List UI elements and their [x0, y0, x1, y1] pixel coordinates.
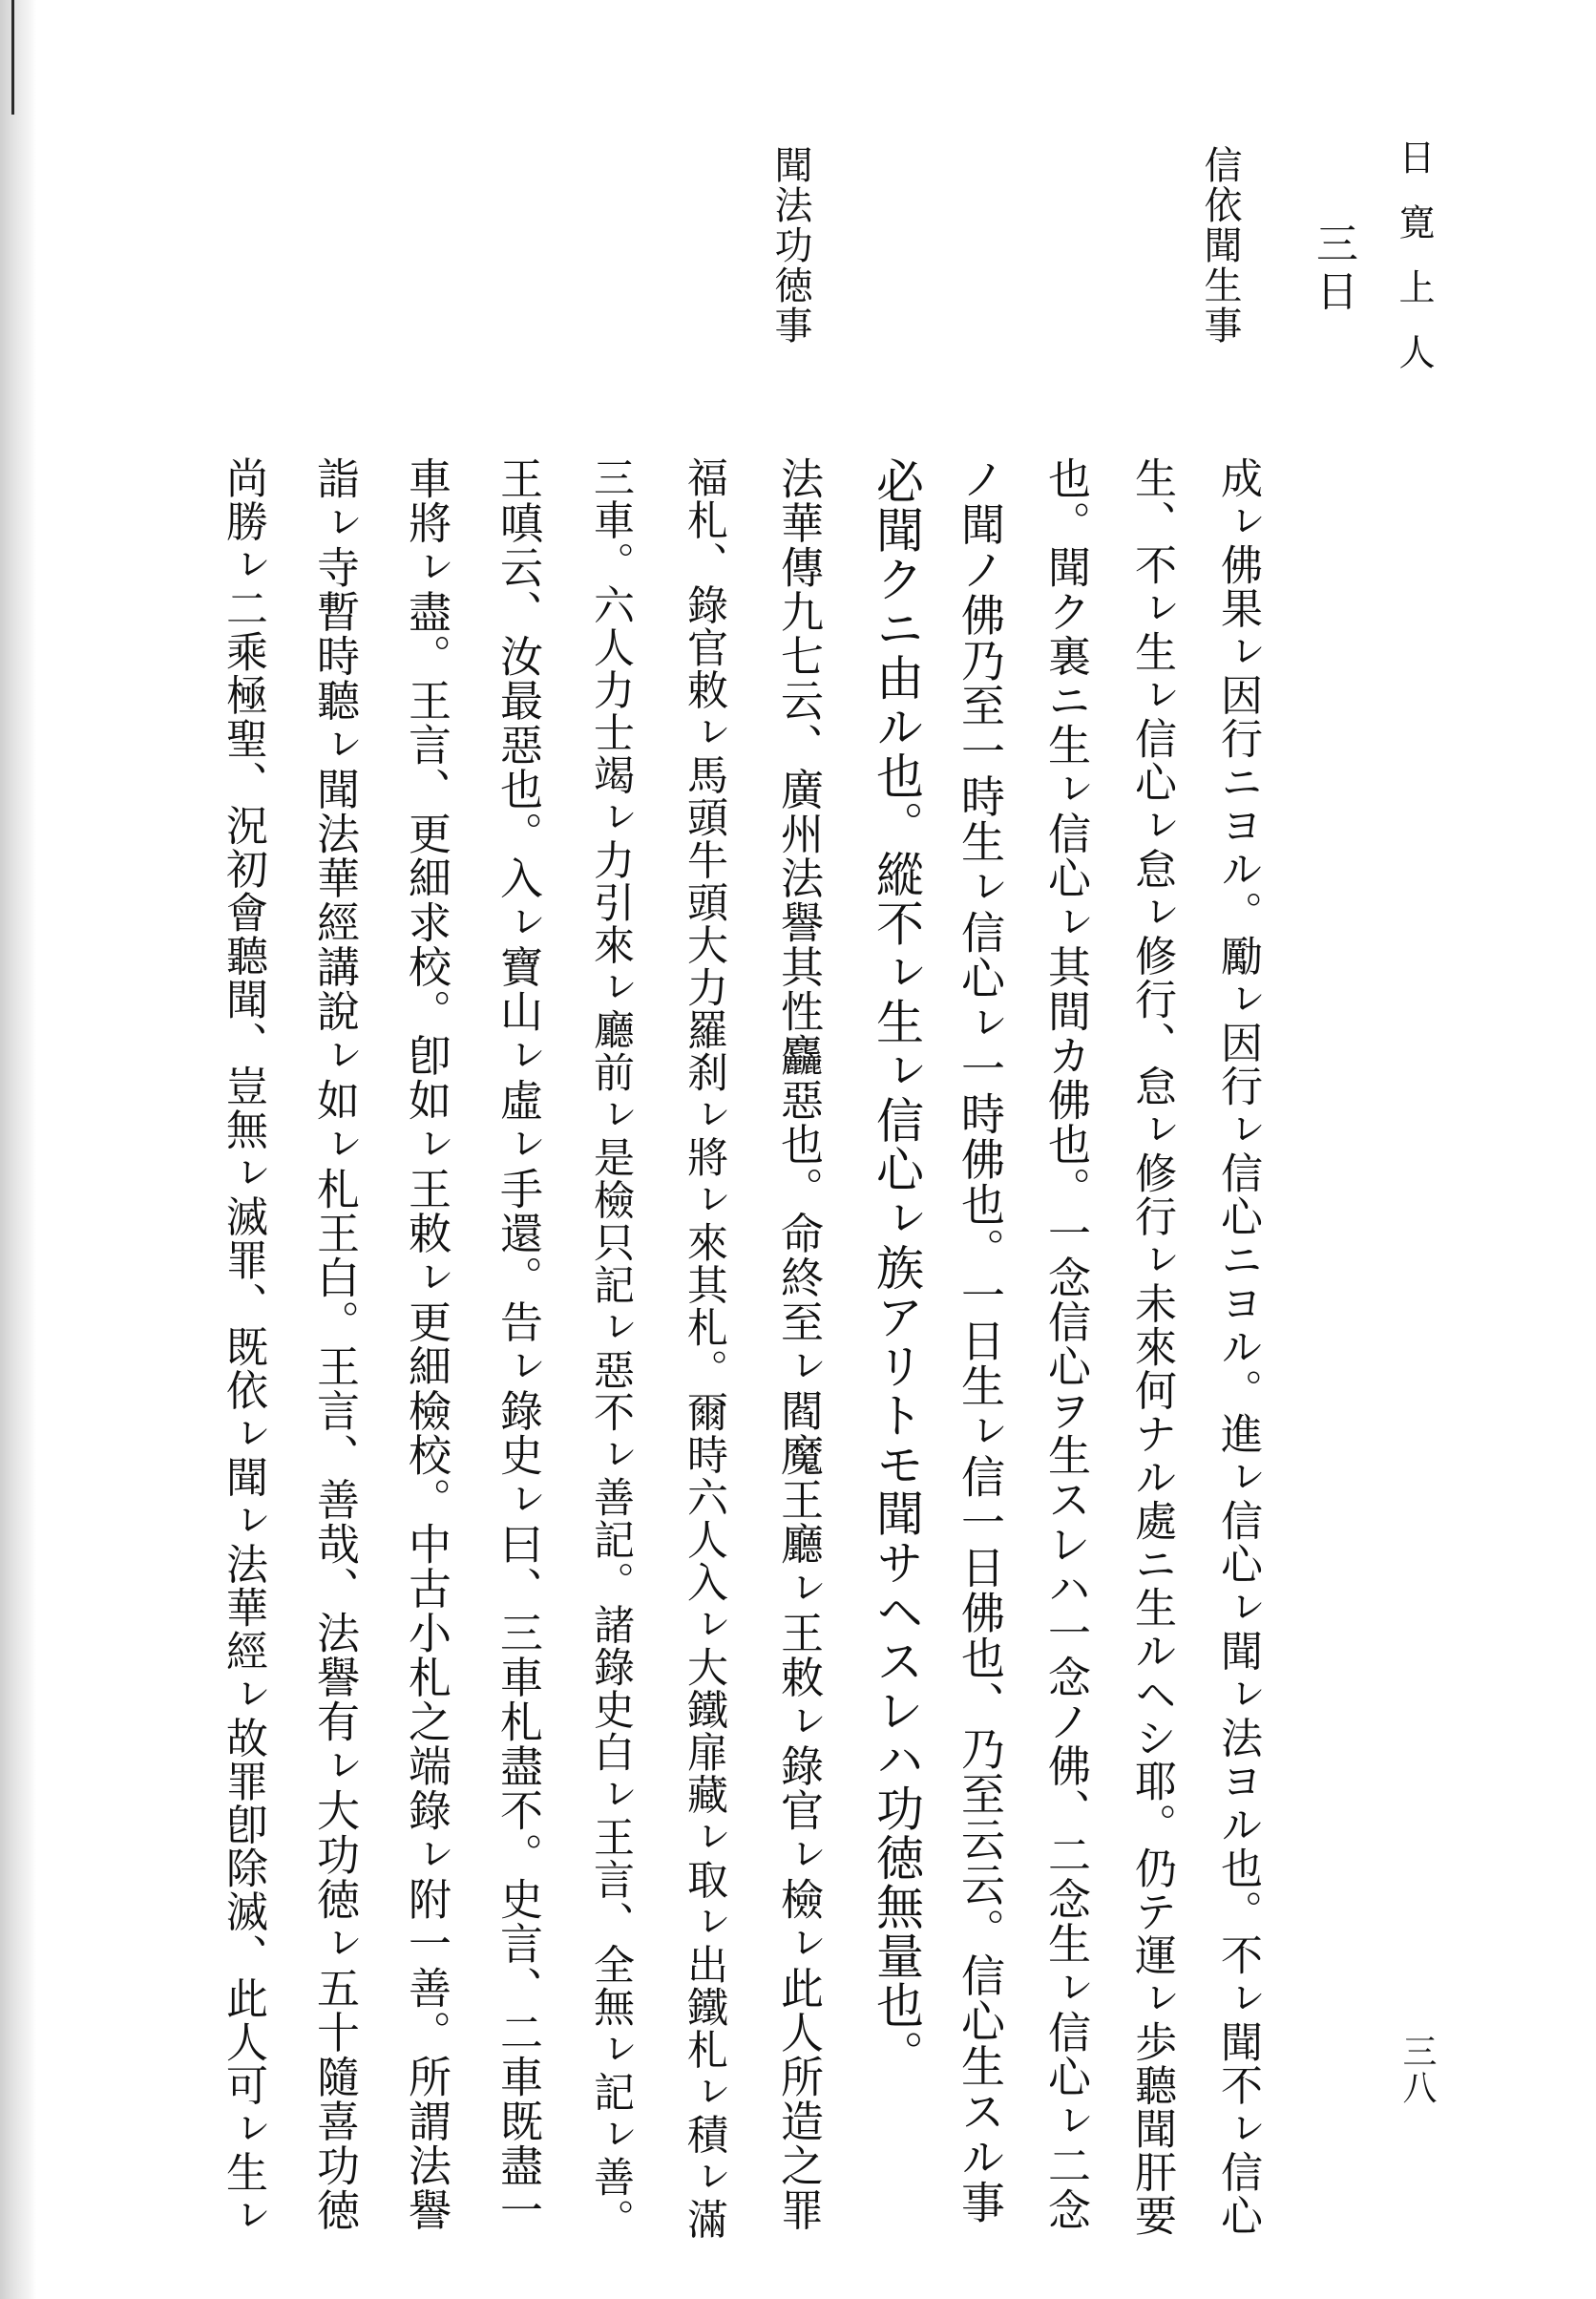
binding-shadow: [0, 0, 36, 2299]
page-number: 三八: [1397, 2034, 1437, 2106]
text-line-5: 必聞クニ由ル也。縱不ㇾ生ㇾ信心ㇾ族アリトモ聞サヘスレハ功徳無量也。: [869, 456, 924, 2079]
binding-edge-mark: [11, 0, 14, 115]
text-line-12: 尚勝ㇾ二乘極聖、況初會聽聞、豈無ㇾ滅罪、既依ㇾ聞ㇾ法華經ㇾ故罪卽除滅、此人可ㇾ生ㇾ: [219, 456, 267, 2238]
side-heading-2: 聞法功徳事: [768, 145, 812, 346]
text-line-9: 王嗔云、汝最惡也。入ㇾ寶山ㇾ虛ㇾ手還。告ㇾ錄史ㇾ曰、三車札盡不。史言、二車既盡一: [493, 456, 543, 2232]
text-line-6: 法華傳九七云、廣州法譽其性麤惡也。命終至ㇾ閻魔王廳ㇾ王敕ㇾ錄官ㇾ檢ㇾ此人所造之罪: [773, 456, 824, 2232]
text-line-8: 三車。六人力士竭ㇾ力引來ㇾ廳前ㇾ是檢只記ㇾ惡不ㇾ善記。諸錄史白ㇾ王言、全無ㇾ記ㇾ善。: [587, 456, 635, 2241]
text-line-11: 詣ㇾ寺暫時聽ㇾ聞法華經講說ㇾ如ㇾ札王白。王言、善哉、法譽有ㇾ大功徳ㇾ五十隨喜功徳: [309, 456, 360, 2232]
text-line-1: 成ㇾ佛果ㇾ因行ニヨル。勵ㇾ因行ㇾ信心ニヨル。進ㇾ信心ㇾ聞ㇾ法ヨル也。不ㇾ聞不ㇾ信心: [1213, 456, 1262, 2238]
text-line-4: ノ聞ノ佛乃至一時生ㇾ信心ㇾ一時佛也。一日生ㇾ信一日佛也、乃至云云。信心生スル事: [955, 456, 1006, 2225]
date-heading: 三日: [1309, 221, 1357, 317]
text-line-3: 也。聞ク裏ニ生ㇾ信心ㇾ其間カ佛也。一念信心ヲ生スレハ一念ノ佛、二念生ㇾ信心ㇾ二念: [1040, 456, 1091, 2232]
text-line-2: 生、不ㇾ生ㇾ信心ㇾ怠ㇾ修行、怠ㇾ修行ㇾ未來何ナル處ニ生ルヘシ耶。仍テ運ㇾ歩聽聞肝要: [1127, 456, 1176, 2238]
text-line-7: 福札、錄官敕ㇾ馬頭牛頭大力羅刹ㇾ將ㇾ來其札。爾時六人入ㇾ大鐵扉藏ㇾ取ㇾ出鐵札ㇾ積ㇾ滿: [681, 456, 728, 2241]
side-heading-1: 信依聞生事: [1198, 145, 1242, 346]
text-line-10: 車將ㇾ盡。王言、更細求校。卽如ㇾ王敕ㇾ更細檢校。中古小札之端錄ㇾ附一善。所謂法譽: [401, 456, 452, 2232]
running-header-title: 日寛上人: [1393, 138, 1435, 398]
